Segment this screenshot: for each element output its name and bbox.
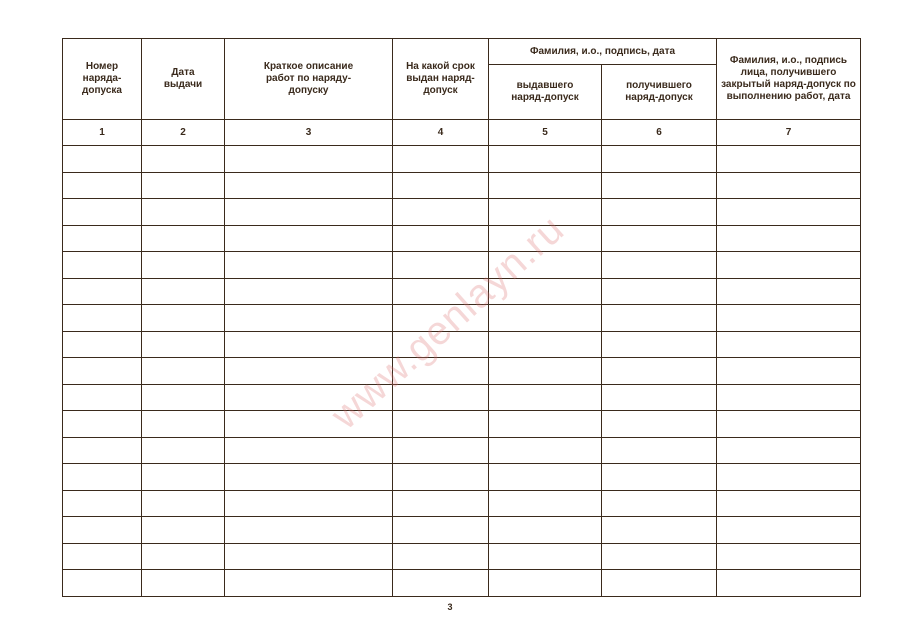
empty-cell [489, 358, 602, 385]
empty-cell [63, 172, 142, 199]
empty-cell [142, 490, 225, 517]
empty-cell [489, 146, 602, 173]
page-number: 3 [447, 602, 453, 612]
empty-cell [142, 278, 225, 305]
empty-cell [602, 490, 717, 517]
column-number: 6 [602, 120, 717, 146]
empty-cell [142, 437, 225, 464]
table-row [63, 252, 861, 279]
empty-cell [142, 331, 225, 358]
empty-cell [142, 199, 225, 226]
empty-cell [393, 411, 489, 438]
empty-cell [717, 464, 861, 491]
empty-cell [717, 278, 861, 305]
empty-cell [225, 278, 393, 305]
empty-cell [717, 384, 861, 411]
empty-cell [142, 358, 225, 385]
empty-cell [717, 225, 861, 252]
empty-cell [142, 464, 225, 491]
empty-cell [602, 225, 717, 252]
table-row [63, 437, 861, 464]
empty-cell [602, 278, 717, 305]
empty-cell [489, 199, 602, 226]
empty-cell [393, 358, 489, 385]
empty-cell [393, 199, 489, 226]
table-row [63, 146, 861, 173]
empty-cell [393, 331, 489, 358]
table-row [63, 305, 861, 332]
empty-cell [393, 543, 489, 570]
header-work-description-label: Краткое описание работ по наряду-допуску [263, 61, 354, 96]
table-row [63, 543, 861, 570]
header-permit-number [63, 39, 142, 120]
empty-cell [63, 517, 142, 544]
header-validity-period [393, 39, 489, 120]
empty-cell [63, 199, 142, 226]
empty-cell [602, 570, 717, 597]
table-row [63, 199, 861, 226]
empty-cell [602, 464, 717, 491]
empty-cell [63, 225, 142, 252]
empty-cell [717, 517, 861, 544]
empty-cell [142, 146, 225, 173]
table-row [63, 464, 861, 491]
empty-cell [602, 517, 717, 544]
table-row [63, 490, 861, 517]
empty-cell [602, 146, 717, 173]
empty-cell [393, 384, 489, 411]
empty-cell [393, 517, 489, 544]
empty-cell [63, 411, 142, 438]
empty-cell [602, 384, 717, 411]
empty-cell [393, 172, 489, 199]
empty-cell [225, 437, 393, 464]
column-number: 7 [717, 120, 861, 146]
table-row [63, 517, 861, 544]
empty-cell [393, 464, 489, 491]
empty-cell [225, 490, 393, 517]
empty-cell [63, 490, 142, 517]
empty-cell [489, 464, 602, 491]
empty-cell [63, 331, 142, 358]
empty-cell [489, 543, 602, 570]
empty-cell [393, 490, 489, 517]
header-permit-number-label: Номер наряда-допуска [82, 61, 122, 96]
header-issue-date-label: Дата выдачи [163, 67, 203, 90]
header-issuer [489, 65, 602, 120]
empty-cell [717, 570, 861, 597]
empty-cell [489, 490, 602, 517]
empty-cell [225, 199, 393, 226]
empty-cell [63, 146, 142, 173]
header-issuer-label: выдавшего наряд-допуск [511, 80, 579, 103]
empty-cell [489, 252, 602, 279]
empty-cell [63, 543, 142, 570]
empty-cell [489, 570, 602, 597]
empty-cell [225, 570, 393, 597]
empty-cell [717, 146, 861, 173]
column-number: 1 [63, 120, 142, 146]
empty-cell [225, 464, 393, 491]
empty-cell [717, 199, 861, 226]
table-row [63, 225, 861, 252]
empty-cell [393, 278, 489, 305]
empty-cell [225, 411, 393, 438]
empty-cell [489, 411, 602, 438]
empty-cell [717, 490, 861, 517]
empty-cell [602, 172, 717, 199]
header-row-top [63, 39, 861, 65]
empty-cell [489, 278, 602, 305]
header-closed-permit-receiver-label: Фамилия, и.о., подпись лица, получившего закрытый наряд-допуск по выполнению работ, дата [721, 55, 856, 102]
header-receiver [602, 65, 717, 120]
header-signatures-group [489, 39, 717, 65]
empty-cell [489, 225, 602, 252]
empty-cell [225, 172, 393, 199]
header-validity-period-label: На какой срок выдан наряд-допуск [406, 61, 475, 96]
table-row [63, 411, 861, 438]
empty-cell [717, 305, 861, 332]
empty-cell [602, 199, 717, 226]
empty-cell [142, 411, 225, 438]
empty-cell [225, 543, 393, 570]
table-row [63, 384, 861, 411]
header-work-description [225, 39, 393, 120]
table-row [63, 172, 861, 199]
column-number: 4 [393, 120, 489, 146]
empty-cell [142, 543, 225, 570]
empty-cell [393, 146, 489, 173]
watermark: www.genlayn.ru [323, 206, 573, 438]
empty-cell [225, 331, 393, 358]
empty-cell [142, 172, 225, 199]
empty-cell [489, 517, 602, 544]
header-receiver-label: получившего наряд-допуск [625, 80, 693, 103]
empty-cell [717, 331, 861, 358]
header-closed-permit-receiver [717, 39, 861, 120]
empty-cell [602, 358, 717, 385]
empty-cell [717, 358, 861, 385]
empty-cell [602, 252, 717, 279]
empty-cell [142, 305, 225, 332]
empty-cell [489, 384, 602, 411]
column-number-row [63, 120, 861, 146]
empty-cell [63, 570, 142, 597]
empty-cell [602, 543, 717, 570]
empty-cell [602, 331, 717, 358]
empty-cell [63, 437, 142, 464]
column-number: 3 [225, 120, 393, 146]
empty-cell [717, 252, 861, 279]
empty-cell [717, 543, 861, 570]
empty-cell [393, 252, 489, 279]
empty-cell [602, 411, 717, 438]
empty-cell [717, 411, 861, 438]
empty-cell [393, 225, 489, 252]
table-row [63, 331, 861, 358]
empty-cell [63, 384, 142, 411]
empty-cell [489, 172, 602, 199]
journal-table [62, 38, 861, 597]
empty-cell [142, 252, 225, 279]
empty-cell [489, 331, 602, 358]
empty-cell [142, 225, 225, 252]
empty-cell [393, 305, 489, 332]
empty-cell [489, 437, 602, 464]
empty-cell [142, 384, 225, 411]
empty-cell [393, 437, 489, 464]
empty-cell [63, 278, 142, 305]
empty-cell [63, 464, 142, 491]
table-row [63, 358, 861, 385]
column-number: 5 [489, 120, 602, 146]
empty-cell [225, 252, 393, 279]
table-row [63, 278, 861, 305]
empty-cell [717, 172, 861, 199]
header-issue-date [142, 39, 225, 120]
empty-cell [489, 305, 602, 332]
header-signatures-group-label: Фамилия, и.о., подпись, дата [529, 45, 676, 57]
empty-cell [602, 437, 717, 464]
empty-cell [225, 384, 393, 411]
empty-cell [142, 517, 225, 544]
empty-cell [63, 358, 142, 385]
empty-cell [225, 225, 393, 252]
empty-cell [717, 437, 861, 464]
column-number: 2 [142, 120, 225, 146]
empty-cell [63, 305, 142, 332]
empty-cell [225, 358, 393, 385]
empty-cell [602, 305, 717, 332]
empty-cell [225, 146, 393, 173]
empty-cell [225, 305, 393, 332]
empty-cell [225, 517, 393, 544]
empty-cell [393, 570, 489, 597]
empty-cell [142, 570, 225, 597]
empty-cell [63, 252, 142, 279]
table-row [63, 570, 861, 597]
